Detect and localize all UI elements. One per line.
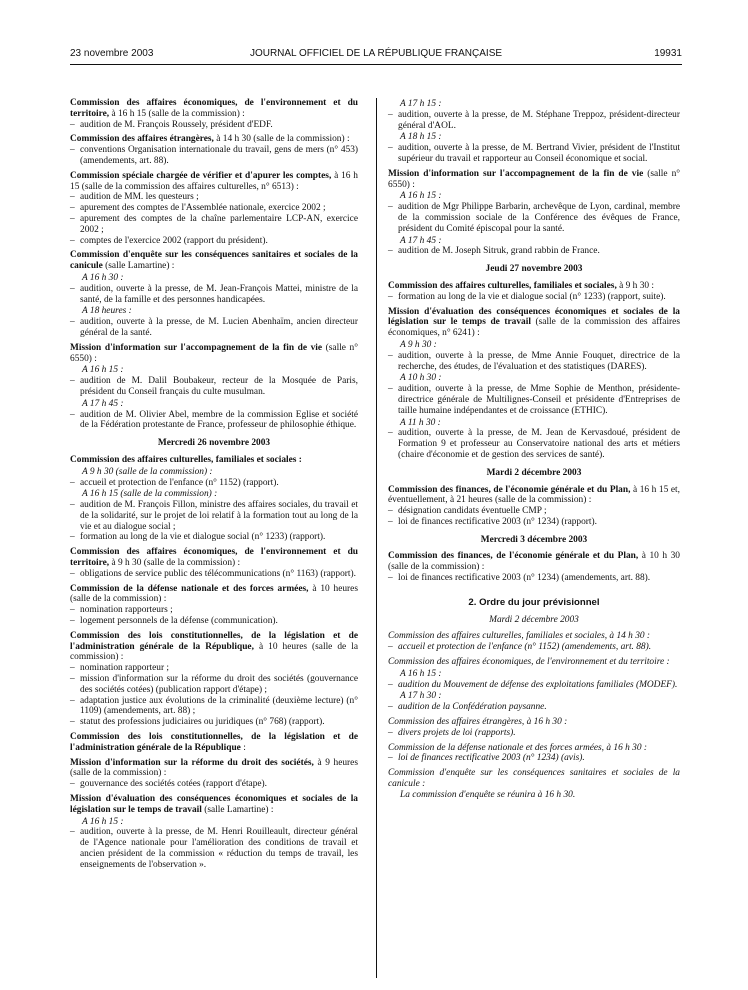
agenda-items [388, 246, 680, 257]
block-heading [70, 455, 358, 466]
block-heading [388, 281, 680, 292]
agenda-item: – audition du Mouvement de défense des exploitations familiales (MODEF). [388, 680, 680, 691]
agenda-block [70, 250, 358, 338]
committee-name: Commission d'enquête sur les conséquences sanitaires et sociales de la canicule [70, 250, 358, 272]
agenda-item: – audition de M. François Fillon, ministre des affaires sociales, du travail et de la solidarité, sur le projet de loi relatif à la formation tout au long de la vie et au dialogue social ; [70, 500, 358, 532]
block-heading [70, 584, 358, 606]
block-heading [70, 631, 358, 663]
agenda-item: – loi de finances rectificative 2003 (n° 1234) (amendements, art. 88). [388, 573, 680, 584]
block-heading: Commission des affaires culturelles, familiales et sociales, à 14 h 30 : [388, 631, 651, 642]
day-heading: Mercredi 26 novembre 2003 [157, 438, 271, 449]
time-slot [70, 306, 358, 338]
time-slot [388, 691, 680, 713]
agenda-block [70, 794, 358, 871]
block-heading [70, 758, 358, 780]
time-slot [388, 373, 680, 416]
agenda-block [388, 99, 680, 165]
time-slot [70, 817, 358, 871]
time-label: A 11 h 30 : [400, 417, 441, 428]
time-slot [388, 99, 680, 131]
provisional-block [388, 657, 680, 713]
block-details: à 9 h 30 : [616, 280, 655, 291]
committee-name: Commission des affaires économiques, de l'environnement et du territoire, [70, 547, 358, 569]
committee-name: Commission des finances, de l'économie générale et du Plan, [388, 551, 639, 562]
provisional-block [388, 768, 680, 800]
header-title: JOURNAL OFFICIEL DE LA RÉPUBLIQUE FRANÇAISE [249, 48, 503, 59]
provisional-block [388, 717, 680, 739]
agenda-items [388, 292, 680, 303]
agenda-item: – accueil et protection de l'enfance (n° 1152) (rapport). [70, 478, 358, 489]
time-label: A 9 h 30 : [400, 339, 437, 350]
agenda-item: – apurement des comptes de l'Assemblée nationale, exercice 2002 ; [70, 203, 358, 214]
agenda-items [70, 500, 358, 543]
time-label: A 17 h 45 : [400, 235, 442, 246]
block-details: (salle n° 6550) : [70, 342, 358, 364]
time-label: A 9 h 30 (salle de la commission) : [82, 466, 213, 477]
agenda-block [70, 732, 358, 754]
agenda-item: – logement personnels de la défense (communication). [70, 616, 358, 627]
agenda-block [70, 171, 358, 247]
agenda-item: – apurement des comptes de la chaîne parlementaire LCP-AN, exercice 2002 ; [70, 214, 358, 236]
time-slot [70, 273, 358, 305]
block-heading [70, 547, 358, 569]
block-details: à 10 h 30 (salle de la commission) : [388, 551, 680, 573]
agenda-items [388, 384, 680, 416]
block-details: à 9 heures (salle de la commission) : [70, 757, 358, 779]
agenda-items [388, 680, 680, 691]
agenda-items [70, 827, 358, 870]
block-heading [70, 171, 358, 193]
agenda-items [388, 351, 680, 373]
agenda-item: – nomination rapporteur ; [70, 663, 358, 674]
agenda-item: – audition de M. Dalil Boubakeur, recteur de la Mosquée de Paris, président du Conseil français du culte musulman. [70, 376, 358, 398]
agenda-items [388, 753, 680, 764]
committee-name: Commission spéciale chargée de vérifier et d'apurer les comptes, [70, 170, 332, 181]
time-label: A 18 heures : [82, 306, 132, 317]
agenda-block [388, 169, 680, 257]
committee-name: Mission d'information sur l'accompagnement de la fin de vie [388, 168, 644, 179]
time-label: A 16 h 15 : [400, 668, 442, 679]
agenda-item: – audition, ouverte à la presse, de M. Lucien Abenhaïm, ancien directeur général de la santé. [70, 317, 358, 339]
block-details: à 9 h 30 (salle de la commission) : [109, 558, 241, 569]
agenda-item: – audition de M. Olivier Abel, membre de la commission Eglise et société de la Fédération protestante de France, professeur de philosophie éthique. [70, 410, 358, 432]
agenda-item: – mission d'information sur la réforme du droit des sociétés (gouvernance des sociétés cotées) (publication rapport d'étape) ; [70, 674, 358, 696]
block-details: (salle n° 6550) : [388, 168, 681, 190]
section-heading: 2. Ordre du jour prévisionnel [468, 596, 600, 608]
right-column [388, 98, 680, 805]
agenda-item: – audition, ouverte à la presse, de M. Stéphane Treppoz, président-directeur général d'AOL. [388, 110, 680, 132]
agenda-block [70, 631, 358, 728]
block-heading [388, 551, 680, 573]
agenda-item: – obligations de service public des télécommunications (n° 1163) (rapport). [70, 569, 358, 580]
time-label: A 16 h 15 : [82, 365, 124, 376]
agenda-items [70, 317, 358, 339]
block-heading: Commission d'enquête sur les conséquences sanitaires et sociales de la canicule : [388, 768, 680, 790]
agenda-items [388, 143, 680, 165]
agenda-item: – audition de la Confédération paysanne. [388, 702, 680, 713]
committee-name: Commission des affaires étrangères, [70, 134, 214, 145]
block-details: à 10 heures (salle de la commission) : [70, 641, 359, 663]
agenda-item: – audition, ouverte à la presse, de Mme Sophie de Menthon, présidente-directrice générale de Multilignes-Conseil et présidente d'Entreprises de taille humaine indépendantes et de croissance (ETHIC). [388, 384, 680, 416]
provisional-block [388, 743, 680, 765]
day-heading-italic: Mardi 2 décembre 2003 [489, 614, 579, 625]
block-heading [70, 794, 358, 816]
time-label: A 18 h 15 : [400, 132, 442, 143]
block-details: à 16 h 15 (salle de la commission) : [109, 108, 245, 119]
block-heading: Commission des affaires économiques, de l'environnement et du territoire : [388, 657, 670, 668]
time-label: A 16 h 15 : [82, 816, 124, 827]
agenda-items [388, 110, 680, 132]
provisional-block [388, 631, 680, 653]
agenda-block [388, 551, 680, 583]
agenda-items [388, 573, 680, 584]
time-label: A 10 h 30 : [400, 373, 442, 384]
agenda-item: – audition de MM. les questeurs ; [70, 192, 358, 203]
header-rule [70, 64, 682, 65]
time-label: A 17 h 30 : [400, 691, 442, 702]
agenda-item: – audition de Mgr Philippe Barbarin, archevêque de Lyon, cardinal, membre de la commission sociale de la Conférence des évêques de France, président du Comité épiscopal pour la santé. [388, 202, 680, 234]
time-slot [388, 669, 680, 691]
agenda-item: – conventions Organisation internationale du travail, gens de mers (n° 453) (amendements, art. 88). [70, 145, 358, 167]
agenda-items [388, 506, 680, 528]
header-page-number: 19931 [654, 48, 682, 59]
agenda-item: – formation au long de la vie et dialogue social (n° 1233) (rapport). [70, 532, 358, 543]
column-separator [376, 98, 377, 978]
time-slot [70, 365, 358, 397]
agenda-item: – accueil et protection de l'enfance (n° 1152) (amendements, art. 88). [388, 642, 680, 653]
block-heading: Commission des affaires étrangères, à 16 h 30 : [388, 717, 568, 728]
agenda-items [70, 779, 358, 790]
time-slot [70, 467, 358, 489]
agenda-block [388, 307, 680, 461]
time-slot [388, 418, 680, 461]
time-slot [70, 489, 358, 543]
agenda-item: – audition, ouverte à la presse, de Mme Annie Fouquet, directrice de la recherche, des études, de l'évaluation et des statistiques (DARES). [388, 351, 680, 373]
time-label: A 16 h 30 : [82, 272, 124, 283]
block-details: (salle de la commission des affaires économiques, n° 6241) : [388, 317, 680, 339]
agenda-block [70, 547, 358, 579]
committee-name: Commission des lois constitutionnelles, de la législation et de l'administration générale de la République, [70, 630, 358, 652]
block-details: (salle Lamartine) : [201, 804, 274, 815]
agenda-items [388, 642, 680, 653]
time-label: A 16 h 15 : [400, 191, 442, 202]
agenda-item: – audition de M. François Roussely, président d'EDF. [70, 120, 358, 131]
agenda-items [70, 120, 358, 131]
block-heading: Commission de la défense nationale et des forces armées, à 16 h 30 : [388, 742, 647, 753]
agenda-item: – audition, ouverte à la presse, de M. Bertrand Vivier, président de l'Institut supérieur du travail et rapporteur au Conseil économique et social. [388, 143, 680, 165]
agenda-item: – loi de finances rectificative 2003 (n° 1234) (avis). [388, 753, 680, 764]
block-heading [70, 732, 358, 754]
time-label: A 17 h 15 : [400, 99, 442, 109]
block-line: La commission d'enquête se réunira à 16 h 30. [400, 789, 576, 800]
time-label: A 17 h 45 : [82, 398, 124, 409]
block-details: à 10 heures (salle de la commission) : [70, 583, 358, 605]
committee-name: Mission d'évaluation des conséquences économiques et sociales de la législation sur le temps de travail [388, 306, 680, 328]
header-date: 23 novembre 2003 [70, 48, 154, 59]
page-header [70, 48, 682, 62]
block-details: à 16 h 15 (salle de la commission des affaires culturelles, n° 6513) : [70, 170, 358, 192]
agenda-item: – audition, ouverte à la presse, de M. Jean de Kervasdoué, président de Formation 9 et professeur au Conservatoire national des arts et métiers (chaire d'économie et de gestion des services de santé). [388, 428, 680, 460]
agenda-item: – divers projets de loi (rapports). [388, 728, 680, 739]
left-column [70, 98, 358, 875]
committee-name: Commission des finances, de l'économie générale et du Plan, [388, 484, 631, 495]
time-slot [388, 132, 680, 164]
agenda-items [70, 376, 358, 398]
block-details: : [240, 742, 246, 753]
agenda-item: – loi de finances rectificative 2003 (n° 1234) (rapport). [388, 517, 680, 528]
committee-name: Commission des lois constitutionnelles, de la législation et de l'administration générale de la République [70, 732, 358, 753]
agenda-items [70, 284, 358, 306]
block-heading [388, 169, 680, 191]
time-slot [388, 191, 680, 234]
agenda-block [70, 98, 358, 130]
time-slot [388, 236, 680, 258]
block-heading [70, 134, 358, 145]
agenda-block [70, 758, 358, 790]
agenda-item: – audition, ouverte à la presse, de M. Jean-François Mattei, ministre de la santé, de la famille et des personnes handicapées. [70, 284, 358, 306]
block-details: (salle Lamartine) : [102, 261, 175, 272]
block-heading [70, 98, 358, 120]
committee-name: Mission d'information sur l'accompagnement de la fin de vie [70, 342, 323, 353]
agenda-items [70, 663, 358, 728]
agenda-item: – gouvernance des sociétés cotées (rapport d'étape). [70, 779, 358, 790]
day-heading: Mercredi 3 décembre 2003 [480, 534, 588, 545]
committee-name: Commission des affaires économiques, de l'environnement et du territoire, [70, 98, 358, 119]
block-heading [388, 307, 680, 339]
agenda-item: – audition de M. Joseph Sitruk, grand rabbin de France. [388, 246, 680, 257]
time-slot [70, 399, 358, 431]
agenda-item: – audition, ouverte à la presse, de M. Henri Rouilleault, directeur général de l'Agence nationale pour l'amélioration des conditions de travail et ancien président de la commission « réduction du temps de travail, les enseignements de l'observation ». [70, 827, 358, 870]
time-label: A 16 h 15 (salle de la commission) : [82, 489, 218, 500]
agenda-items [70, 192, 358, 246]
agenda-item: – nomination rapporteurs ; [70, 605, 358, 616]
agenda-items [70, 410, 358, 432]
block-details: à 16 h 15 et, éventuellement, à 21 heures (salle de la commission) : [388, 484, 680, 506]
agenda-item: – comptes de l'exercice 2002 (rapport du président). [70, 236, 358, 247]
agenda-block [70, 584, 358, 627]
block-heading [70, 343, 358, 365]
committee-name: Mission d'évaluation des conséquences économiques et sociales de la législation sur le temps de travail [70, 794, 358, 815]
agenda-items [70, 145, 358, 167]
committee-name: Mission d'information sur la réforme du droit des sociétés, [70, 757, 314, 768]
agenda-block [70, 134, 358, 166]
block-heading [388, 485, 680, 507]
block-heading [70, 250, 358, 272]
agenda-block [70, 343, 358, 431]
agenda-item: – statut des professions judiciaires ou juridiques (n° 768) (rapport). [70, 717, 358, 728]
agenda-items [388, 702, 680, 713]
agenda-items [70, 605, 358, 627]
time-slot [388, 340, 680, 372]
agenda-item: – adaptation justice aux évolutions de la criminalité (deuxième lecture) (n° 1109) (amendements, art. 88) ; [70, 696, 358, 718]
day-heading: Jeudi 27 novembre 2003 [485, 264, 583, 275]
committee-name: Commission des affaires culturelles, familiales et sociales : [70, 454, 302, 465]
block-details: à 14 h 30 (salle de la commission) : [213, 134, 350, 145]
agenda-block [388, 281, 680, 303]
agenda-item: – formation au long de la vie et dialogue social (n° 1233) (rapport, suite). [388, 292, 680, 303]
day-heading: Mardi 2 décembre 2003 [486, 467, 582, 478]
agenda-block [70, 455, 358, 543]
agenda-items [70, 478, 358, 489]
agenda-items [388, 202, 680, 234]
agenda-block [388, 485, 680, 528]
agenda-items [70, 569, 358, 580]
agenda-items [388, 728, 680, 739]
agenda-item: – désignation candidats éventuelle CMP ; [388, 506, 680, 517]
committee-name: Commission des affaires culturelles, familiales et sociales, [388, 280, 617, 291]
agenda-items [388, 428, 680, 460]
committee-name: Commission de la défense nationale et des forces armées, [70, 583, 309, 594]
